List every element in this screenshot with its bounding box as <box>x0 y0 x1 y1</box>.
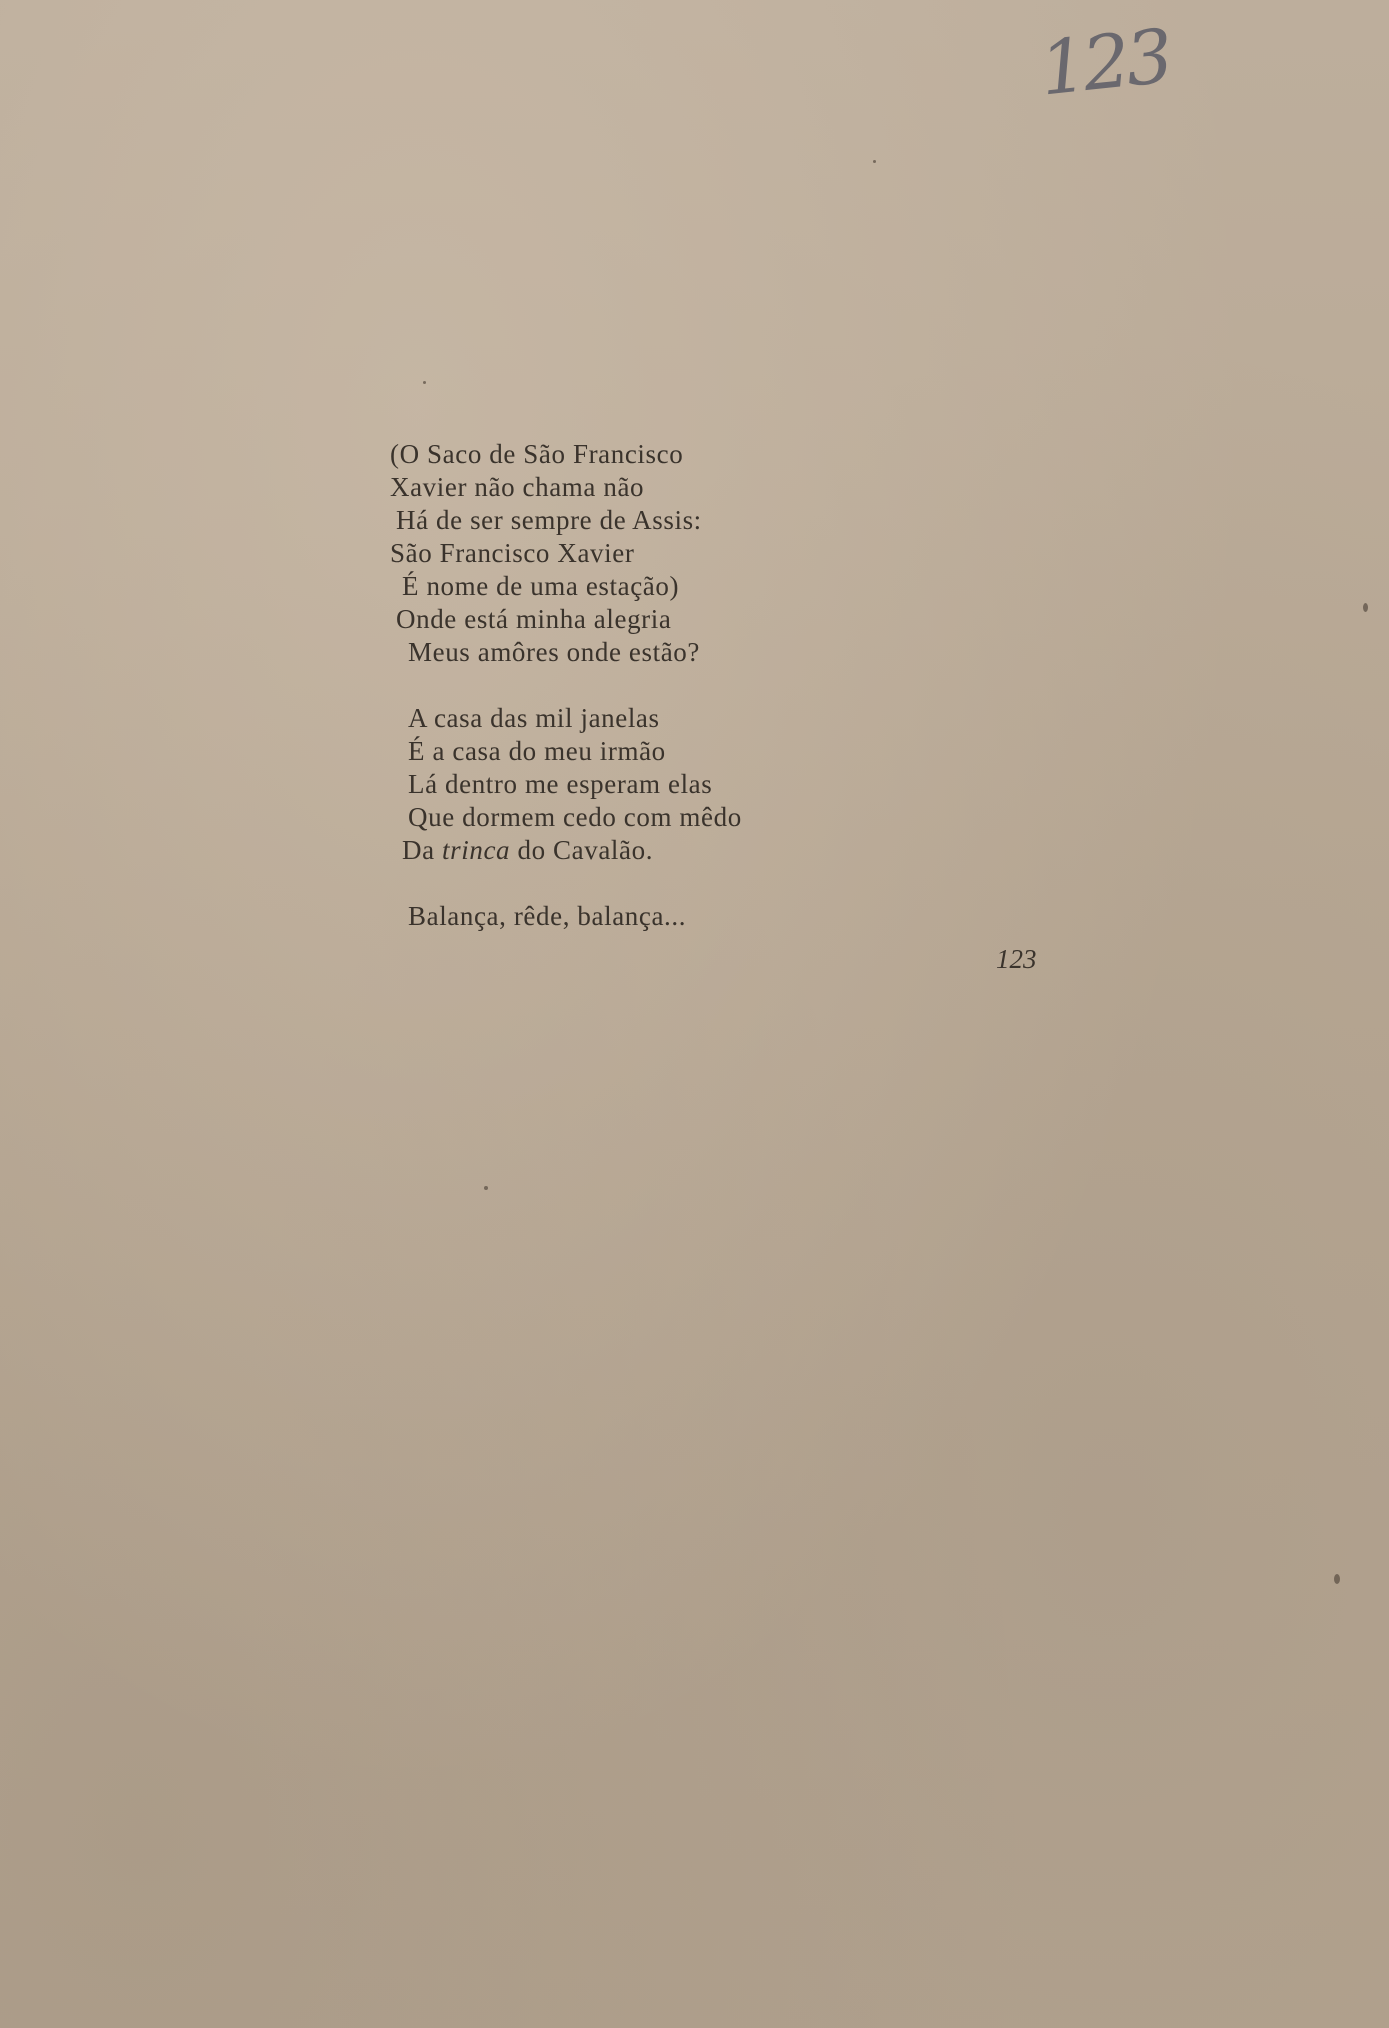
stanza-2 <box>390 702 742 867</box>
poem-line: É nome de uma estação) <box>402 571 680 601</box>
stanza-1 <box>390 438 742 669</box>
poem-line: Meus amôres onde estão? <box>408 637 700 667</box>
poem-line: Xavier não chama não <box>390 472 645 502</box>
paper-speck <box>484 1186 488 1190</box>
poem-line: Que dormem cedo com mêdo <box>408 802 742 832</box>
paper-speck <box>1334 1574 1340 1584</box>
poem-line: (O Saco de São Francisco <box>390 439 684 469</box>
poem-line: A casa das mil janelas <box>408 703 660 733</box>
poem-line: São Francisco Xavier <box>390 538 635 568</box>
poem-line <box>390 834 742 867</box>
paper-speck <box>1363 603 1368 612</box>
poem-line: Há de ser sempre de Assis: <box>396 505 702 535</box>
poem-line: Balança, rêde, balança... <box>408 901 687 931</box>
paper-speck <box>873 160 876 163</box>
poem-line: Onde está minha alegria <box>396 604 672 634</box>
poem-line: Lá dentro me esperam elas <box>408 769 713 799</box>
line-suffix: do Cavalão. <box>510 835 654 865</box>
printed-page-number: 123 <box>996 944 1037 974</box>
line-prefix: Da <box>402 835 443 865</box>
handwritten-page-number: 123 <box>1035 13 1174 113</box>
italic-word: trinca <box>442 835 511 865</box>
poem-line: É a casa do meu irmão <box>408 736 666 766</box>
poem-text <box>390 438 742 966</box>
closing-stanza <box>390 900 742 933</box>
paper-speck <box>423 381 426 384</box>
